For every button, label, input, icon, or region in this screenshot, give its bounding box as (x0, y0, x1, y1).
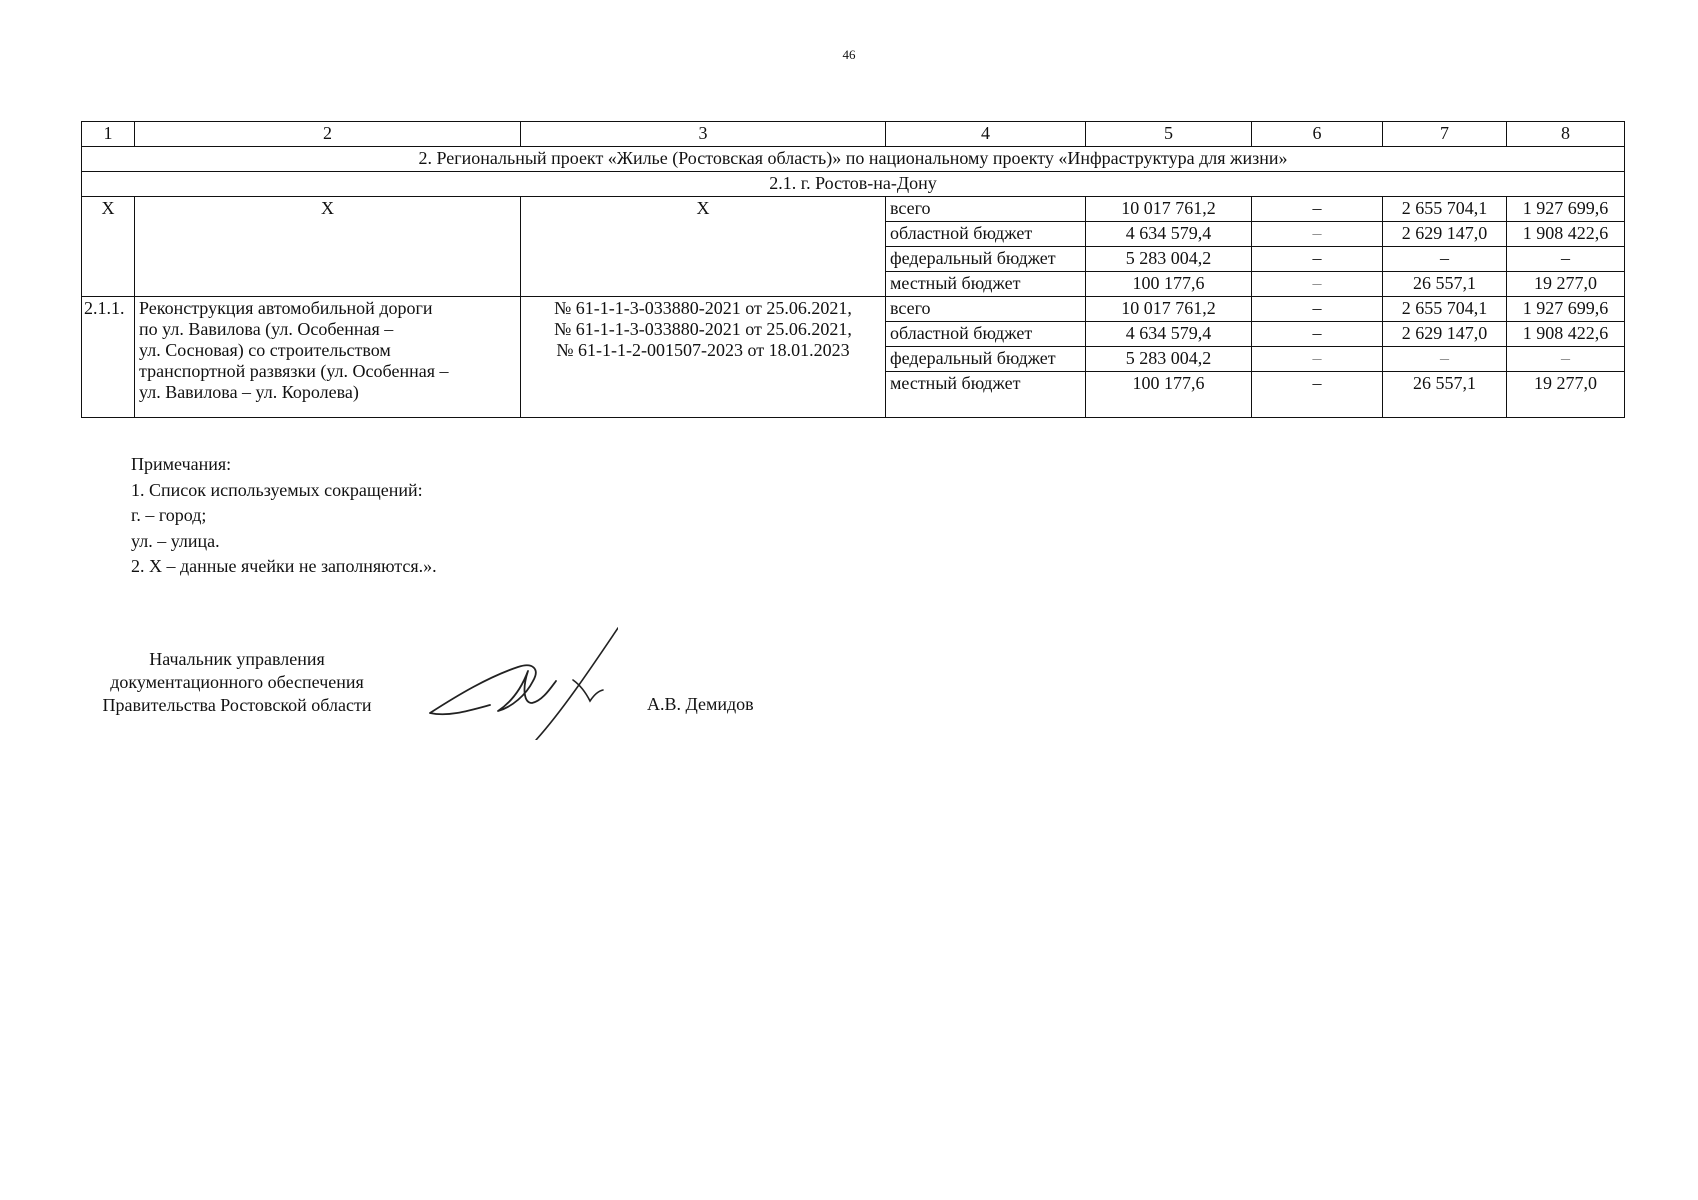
header-cell-8: 8 (1507, 122, 1625, 147)
notes-line: ул. – улица. (131, 530, 220, 551)
signer-name: А.В. Демидов (647, 694, 754, 714)
header-cell-6: 6 (1252, 122, 1383, 147)
value-col6: – (1252, 222, 1383, 247)
header-cell-3: 3 (521, 122, 886, 147)
object-number: 2.1.1. (82, 297, 135, 418)
value-col6: – (1252, 347, 1383, 372)
table-row (82, 197, 1625, 222)
document-line: № 61-1-1-3-033880-2021 от 25.06.2021, (554, 298, 852, 318)
value-col6: – (1252, 272, 1383, 297)
object-name-line: Реконструкция автомобильной дороги (139, 298, 433, 318)
object-name-line: ул. Сосновая) со строительством (139, 340, 391, 360)
table-row (82, 297, 1625, 322)
value-col7: 26 557,1 (1383, 272, 1507, 297)
value-col6: – (1252, 197, 1383, 222)
value-col8: 1 927 699,6 (1507, 197, 1625, 222)
notes-block (131, 452, 437, 580)
header-cell-1: 1 (82, 122, 135, 147)
value-col7: – (1383, 347, 1507, 372)
header-cell-2: 2 (135, 122, 521, 147)
value-col5: 10 017 761,2 (1086, 297, 1252, 322)
table-header-row (82, 122, 1625, 147)
value-col7: – (1383, 247, 1507, 272)
document-line: № 61-1-1-3-033880-2021 от 25.06.2021, (554, 319, 852, 339)
summary-col1: X (82, 197, 135, 297)
object-name-line: транспортной развязки (ул. Особенная – (139, 361, 449, 381)
value-col8: 19 277,0 (1507, 372, 1625, 418)
signer-position-line: Начальник управления (149, 649, 325, 669)
value-col8: – (1507, 247, 1625, 272)
header-cell-5: 5 (1086, 122, 1252, 147)
value-col8: – (1507, 347, 1625, 372)
value-col6: – (1252, 372, 1383, 418)
value-col8: 1 908 422,6 (1507, 322, 1625, 347)
value-col7: 2 655 704,1 (1383, 297, 1507, 322)
funding-source: всего (886, 197, 1086, 222)
funding-source: федеральный бюджет (886, 247, 1086, 272)
value-col5: 100 177,6 (1086, 372, 1252, 418)
signer-position-line: Правительства Ростовской области (102, 695, 372, 715)
notes-line: 2. X – данные ячейки не заполняются.». (131, 556, 437, 576)
object-name-line: по ул. Вавилова (ул. Особенная – (139, 319, 394, 339)
value-col5: 5 283 004,2 (1086, 347, 1252, 372)
value-col5: 100 177,6 (1086, 272, 1252, 297)
handwritten-signature (418, 625, 618, 740)
section-title-row (82, 147, 1625, 172)
object-name-line: ул. Вавилова – ул. Королева) (139, 382, 359, 402)
funding-source: областной бюджет (886, 322, 1086, 347)
value-col6: – (1252, 322, 1383, 347)
value-col6: – (1252, 247, 1383, 272)
value-col8: 19 277,0 (1507, 272, 1625, 297)
value-col5: 4 634 579,4 (1086, 322, 1252, 347)
summary-col3: X (521, 197, 886, 297)
value-col7: 2 629 147,0 (1383, 222, 1507, 247)
value-col5: 5 283 004,2 (1086, 247, 1252, 272)
value-col8: 1 908 422,6 (1507, 222, 1625, 247)
section-title: 2. Региональный проект «Жилье (Ростовская область)» по национальному проекту «Инфраструктура для жизни» (82, 147, 1625, 172)
notes-line: Примечания: (131, 454, 232, 474)
document-line: № 61-1-1-2-001507-2023 от 18.01.2023 (556, 340, 850, 360)
subsection-title-row (82, 172, 1625, 197)
notes-line: 1. Список используемых сокращений: (131, 479, 423, 500)
value-col7: 26 557,1 (1383, 372, 1507, 418)
page-number: 46 (842, 47, 856, 62)
signer-position (81, 648, 393, 717)
funding-source: местный бюджет (886, 272, 1086, 297)
value-col8: 1 927 699,6 (1507, 297, 1625, 322)
object-name (135, 297, 521, 418)
funding-source: федеральный бюджет (886, 347, 1086, 372)
value-col5: 4 634 579,4 (1086, 222, 1252, 247)
signer-position-line: документационного обеспечения (110, 672, 364, 692)
subsection-title: 2.1. г. Ростов-на-Дону (82, 172, 1625, 197)
value-col6: – (1252, 297, 1383, 322)
funding-source: местный бюджет (886, 372, 1086, 418)
value-col7: 2 655 704,1 (1383, 197, 1507, 222)
value-col5: 10 017 761,2 (1086, 197, 1252, 222)
notes-line: г. – город; (131, 505, 207, 525)
funding-source: всего (886, 297, 1086, 322)
funding-source: областной бюджет (886, 222, 1086, 247)
value-col7: 2 629 147,0 (1383, 322, 1507, 347)
header-cell-7: 7 (1383, 122, 1507, 147)
object-documents (521, 297, 886, 418)
budget-table (81, 121, 1625, 418)
summary-col2: X (135, 197, 521, 297)
header-cell-4: 4 (886, 122, 1086, 147)
